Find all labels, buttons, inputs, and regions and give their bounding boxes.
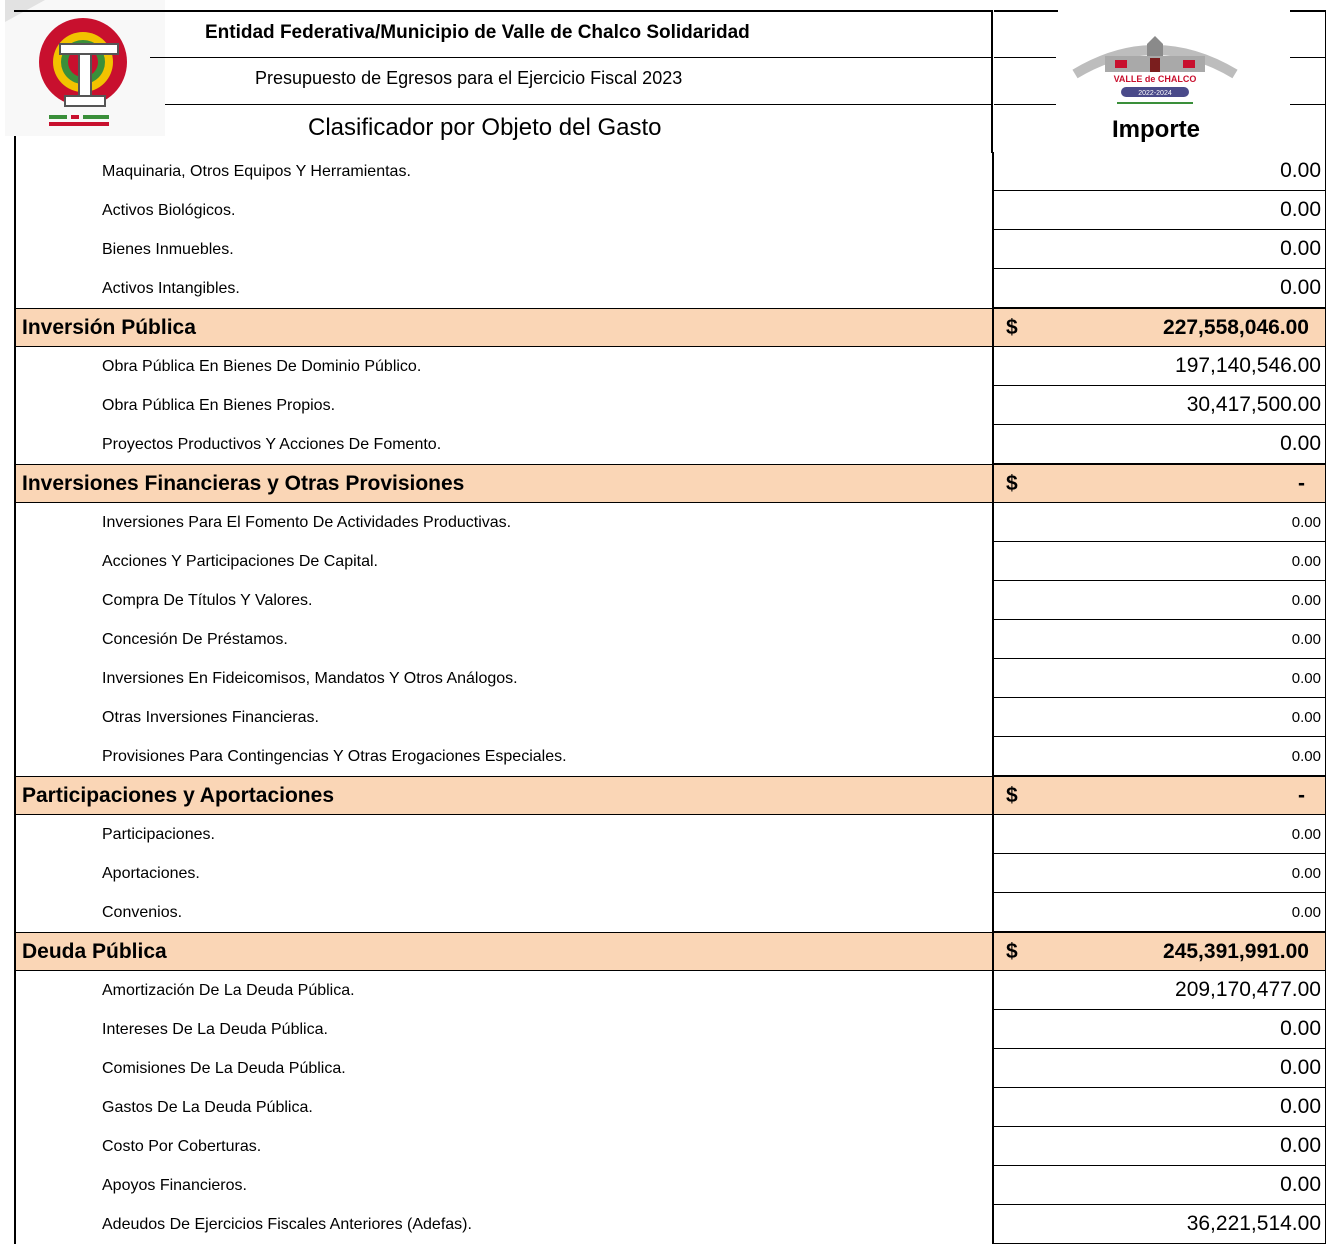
table-row bbox=[14, 1127, 1326, 1166]
table-row bbox=[14, 854, 1326, 893]
amount-column-heading: Importe bbox=[1112, 116, 1201, 143]
amount-cell bbox=[992, 659, 1326, 698]
logo-right-name: VALLE de CHALCO bbox=[1113, 74, 1197, 84]
concept-label: Convenios. bbox=[14, 893, 992, 932]
table-row bbox=[14, 191, 1326, 230]
concept-amount: 0.00 bbox=[1280, 1095, 1321, 1118]
concept-label: Amortización De La Deuda Pública. bbox=[14, 971, 992, 1010]
concept-label: Obra Pública En Bienes De Dominio Público. bbox=[14, 347, 992, 386]
expense-table bbox=[14, 152, 1326, 1244]
table-row bbox=[14, 503, 1326, 542]
concept-amount: 0.00 bbox=[1280, 432, 1321, 455]
concept-label: Costo Por Coberturas. bbox=[14, 1127, 992, 1166]
concept-label: Concesión De Préstamos. bbox=[14, 620, 992, 659]
concept-amount: 0.00 bbox=[1291, 513, 1321, 531]
concept-amount: 0.00 bbox=[1291, 825, 1321, 843]
table-row bbox=[14, 347, 1326, 386]
category-amount: 227,558,046.00 bbox=[1163, 315, 1309, 339]
table-row bbox=[14, 230, 1326, 269]
concept-label: Proyectos Productivos Y Acciones De Fomento. bbox=[14, 425, 992, 464]
amount-cell bbox=[992, 933, 1326, 970]
category-amount: - bbox=[1298, 783, 1305, 807]
concept-amount: 0.00 bbox=[1291, 747, 1321, 765]
concept-label: Inversiones En Fideicomisos, Mandatos Y Otros Análogos. bbox=[14, 659, 992, 698]
concept-label: Activos Biológicos. bbox=[14, 191, 992, 230]
concept-amount: 209,170,477.00 bbox=[1175, 978, 1321, 1001]
table-row bbox=[14, 971, 1326, 1010]
concept-amount: 0.00 bbox=[1280, 1173, 1321, 1196]
table-row bbox=[14, 152, 1326, 191]
table-row bbox=[14, 542, 1326, 581]
entity-title: Entidad Federativa/Municipio de Valle de Chalco Solidaridad bbox=[205, 22, 750, 43]
amount-cell bbox=[992, 1010, 1326, 1049]
amount-cell bbox=[992, 386, 1326, 425]
classifier-heading: Clasificador por Objeto del Gasto bbox=[308, 114, 662, 141]
table-row bbox=[14, 620, 1326, 659]
table-row bbox=[14, 1049, 1326, 1088]
currency-symbol: $ bbox=[1006, 471, 1018, 495]
concept-amount: 0.00 bbox=[1291, 708, 1321, 726]
table-row bbox=[14, 698, 1326, 737]
amount-cell bbox=[992, 737, 1326, 776]
category-label: Deuda Pública bbox=[14, 933, 992, 970]
category-label: Inversión Pública bbox=[14, 309, 992, 346]
category-amount: - bbox=[1298, 471, 1305, 495]
concept-label: Gastos De La Deuda Pública. bbox=[14, 1088, 992, 1127]
table-row bbox=[14, 269, 1326, 308]
concept-amount: 0.00 bbox=[1291, 552, 1321, 570]
municipal-emblem-icon bbox=[5, 0, 165, 136]
amount-cell bbox=[992, 503, 1326, 542]
amount-cell bbox=[992, 1127, 1326, 1166]
table-row bbox=[14, 1166, 1326, 1205]
category-label: Participaciones y Aportaciones bbox=[14, 777, 992, 814]
table-row bbox=[14, 1205, 1326, 1244]
table-row bbox=[14, 1010, 1326, 1049]
concept-amount: 0.00 bbox=[1280, 1056, 1321, 1079]
concept-label: Bienes Inmuebles. bbox=[14, 230, 992, 269]
table-row bbox=[14, 815, 1326, 854]
amount-cell bbox=[992, 347, 1326, 386]
amount-cell bbox=[992, 815, 1326, 854]
concept-amount: 0.00 bbox=[1280, 159, 1321, 182]
amount-cell bbox=[992, 581, 1326, 620]
concept-label: Activos Intangibles. bbox=[14, 269, 992, 308]
concept-label: Acciones Y Participaciones De Capital. bbox=[14, 542, 992, 581]
amount-cell bbox=[992, 1166, 1326, 1205]
concept-amount: 36,221,514.00 bbox=[1186, 1212, 1321, 1235]
currency-symbol: $ bbox=[1006, 783, 1018, 807]
amount-cell bbox=[992, 698, 1326, 737]
amount-cell bbox=[992, 542, 1326, 581]
amount-cell bbox=[992, 971, 1326, 1010]
amount-cell bbox=[992, 1088, 1326, 1127]
table-row bbox=[14, 425, 1326, 464]
logo-right-years: 2022-2024 bbox=[1138, 90, 1172, 97]
amount-cell bbox=[992, 309, 1326, 346]
concept-label: Inversiones Para El Fomento De Actividades Productivas. bbox=[14, 503, 992, 542]
concept-amount: 0.00 bbox=[1280, 237, 1321, 260]
concept-amount: 197,140,546.00 bbox=[1175, 354, 1321, 377]
concept-label: Maquinaria, Otros Equipos Y Herramientas. bbox=[14, 152, 992, 191]
valle-de-chalco-logo-icon bbox=[1055, 30, 1255, 112]
concept-amount: 0.00 bbox=[1280, 198, 1321, 221]
amount-cell bbox=[992, 269, 1326, 308]
concept-label: Participaciones. bbox=[14, 815, 992, 854]
category-row bbox=[14, 464, 1326, 503]
category-label: Inversiones Financieras y Otras Provisiones bbox=[14, 465, 992, 502]
concept-amount: 0.00 bbox=[1291, 864, 1321, 882]
currency-symbol: $ bbox=[1006, 315, 1018, 339]
amount-cell bbox=[992, 191, 1326, 230]
table-row bbox=[14, 1088, 1326, 1127]
concept-label: Comisiones De La Deuda Pública. bbox=[14, 1049, 992, 1088]
concept-label: Otras Inversiones Financieras. bbox=[14, 698, 992, 737]
amount-cell bbox=[992, 465, 1326, 502]
category-row bbox=[14, 776, 1326, 815]
concept-label: Apoyos Financieros. bbox=[14, 1166, 992, 1205]
concept-amount: 0.00 bbox=[1280, 1017, 1321, 1040]
budget-subtitle: Presupuesto de Egresos para el Ejercicio Fiscal 2023 bbox=[255, 68, 683, 88]
table-row bbox=[14, 737, 1326, 776]
concept-amount: 0.00 bbox=[1291, 630, 1321, 648]
currency-symbol: $ bbox=[1006, 939, 1018, 963]
amount-cell bbox=[992, 152, 1326, 191]
category-row bbox=[14, 932, 1326, 971]
amount-cell bbox=[992, 620, 1326, 659]
concept-amount: 0.00 bbox=[1291, 669, 1321, 687]
category-amount: 245,391,991.00 bbox=[1163, 939, 1309, 963]
amount-cell bbox=[992, 230, 1326, 269]
concept-label: Intereses De La Deuda Pública. bbox=[14, 1010, 992, 1049]
concept-label: Compra De Títulos Y Valores. bbox=[14, 581, 992, 620]
concept-amount: 0.00 bbox=[1291, 903, 1321, 921]
table-row bbox=[14, 659, 1326, 698]
concept-label: Provisiones Para Contingencias Y Otras Erogaciones Especiales. bbox=[14, 737, 992, 776]
amount-cell bbox=[992, 425, 1326, 464]
concept-amount: 30,417,500.00 bbox=[1186, 393, 1321, 416]
concept-amount: 0.00 bbox=[1280, 1134, 1321, 1157]
table-row bbox=[14, 893, 1326, 932]
amount-cell bbox=[992, 777, 1326, 814]
table-row bbox=[14, 581, 1326, 620]
concept-amount: 0.00 bbox=[1280, 276, 1321, 299]
category-row bbox=[14, 308, 1326, 347]
concept-amount: 0.00 bbox=[1291, 591, 1321, 609]
amount-cell bbox=[992, 1205, 1326, 1244]
concept-label: Obra Pública En Bienes Propios. bbox=[14, 386, 992, 425]
amount-cell bbox=[992, 854, 1326, 893]
amount-cell bbox=[992, 893, 1326, 932]
table-row bbox=[14, 386, 1326, 425]
amount-cell bbox=[992, 1049, 1326, 1088]
concept-label: Aportaciones. bbox=[14, 854, 992, 893]
concept-label: Adeudos De Ejercicios Fiscales Anteriores (Adefas). bbox=[14, 1205, 992, 1244]
